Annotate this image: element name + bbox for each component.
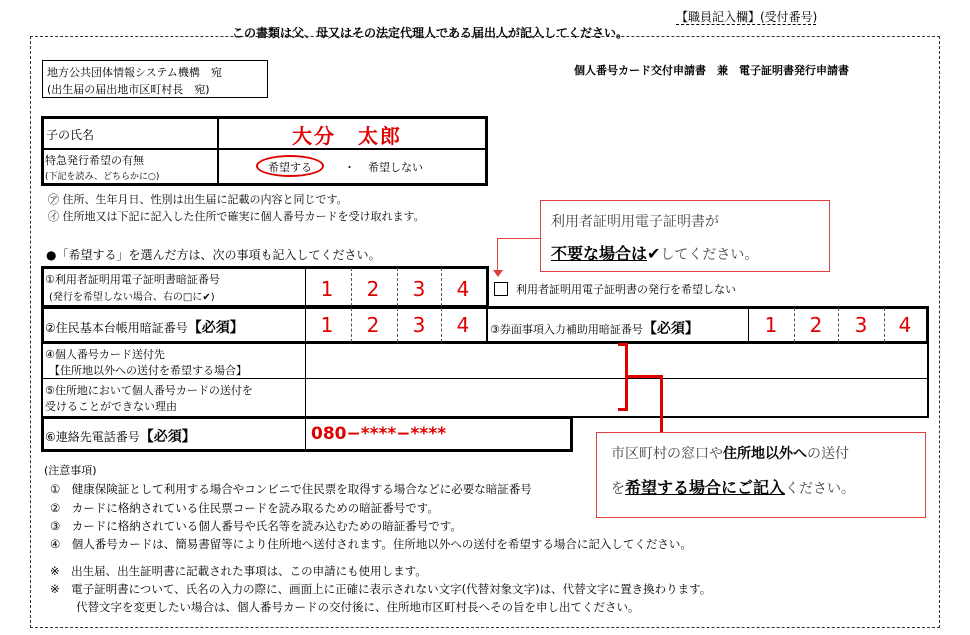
form-title: 個人番号カード交付申請書 兼 電子証明書発行申請書 xyxy=(574,64,849,77)
row3-required: 【必須】 xyxy=(642,321,699,337)
condition-b: ㋑ 住所地又は下記に記入した住所で確実に個人番号カードを受け取れます。 xyxy=(48,210,425,223)
opt-out-label: 利用者証明用電子証明書の発行を希望しない xyxy=(516,283,736,296)
check-mark-icon: ✔ xyxy=(647,244,661,263)
child-name-value[interactable]: 大分 太郎 xyxy=(292,124,402,148)
r1-digit-3[interactable]: 3 xyxy=(412,277,426,301)
opt-out-checkbox[interactable] xyxy=(494,282,508,296)
hint-bottom-l1b: 住所地以外へ xyxy=(723,446,807,462)
bracket-pointer xyxy=(660,375,663,433)
row5-sub: 受けることができない理由 xyxy=(45,400,177,413)
cell-sep xyxy=(351,308,352,342)
hint-bottom-l2a: を xyxy=(611,481,625,497)
row1-label: ①利用者証明用電子証明書暗証番号 xyxy=(45,273,220,286)
notes-title: (注意事項) xyxy=(44,464,97,477)
cell-sep xyxy=(441,308,442,342)
address-line-1: 地方公共団体情報システム機構 宛 xyxy=(47,66,222,79)
note-2: ② カードに格納されている住民票コードを読み取るための暗証番号です。 xyxy=(50,501,439,515)
arrow-head-icon xyxy=(493,270,503,277)
child-table-divider xyxy=(217,118,219,184)
hint-top-emphasis: 不要な場合は xyxy=(551,244,648,263)
hint-bottom-line2 xyxy=(611,475,855,498)
hint-callout-bottom xyxy=(596,432,926,518)
note-4: ④ 個人番号カードは、簡易書留等により住所地へ送付されます。住所地以外への送付を希望する場合に記入してください。 xyxy=(50,537,692,551)
hint-callout-top xyxy=(540,200,830,272)
note-1: ① 健康保険証として利用する場合やコンビニで住民票を取得する場合などに必要な暗証番号 xyxy=(50,482,532,496)
staff-field-underline xyxy=(676,24,816,25)
r1-digit-4[interactable]: 4 xyxy=(456,277,470,301)
phone-number-value[interactable]: 080−****−**** xyxy=(311,424,447,444)
supplement-2: ※ 電子証明書について、氏名の入力の際に、画面上に正確に表示されない文字(代替対象文字)は、代替文字に置き換わります。 xyxy=(50,582,712,596)
r1-digit-2[interactable]: 2 xyxy=(366,277,380,301)
note-3: ③ カードに格納されている個人番号や氏名等を読み込むための暗証番号です。 xyxy=(50,519,462,533)
option-yes[interactable]: 希望する xyxy=(268,161,312,174)
row2-required: 【必須】 xyxy=(187,320,244,336)
cell-sep xyxy=(884,308,885,342)
row3-label xyxy=(490,318,699,338)
cell-sep xyxy=(441,268,442,306)
r3-digit-1[interactable]: 1 xyxy=(764,313,778,337)
row4-label: ④個人番号カード送付先 xyxy=(45,348,165,361)
hint-top-tail: してください。 xyxy=(660,247,759,263)
row3-label-text: ③券面事項入力補助用暗証番号 xyxy=(490,323,643,336)
arrow-line-v xyxy=(497,238,498,272)
row5-label: ⑤住所地において個人番号カードの送付を xyxy=(45,384,253,397)
r3-digit-3[interactable]: 3 xyxy=(854,313,868,337)
delivery-reason-input[interactable] xyxy=(306,379,926,415)
r3-digit-4[interactable]: 4 xyxy=(898,313,912,337)
hint-bottom-l1c: の送付 xyxy=(807,446,849,462)
section-note: ●「希望する」を選んだ方は、次の事項も記入してください。 xyxy=(46,248,381,262)
urgent-label: 特急発行希望の有無 xyxy=(45,154,144,167)
hint-top-line1: 利用者証明用電子証明書が xyxy=(551,214,719,230)
delivery-address-input[interactable] xyxy=(306,344,926,378)
r2-digit-4[interactable]: 4 xyxy=(456,313,470,337)
supplement-3: 代替文字を変更したい場合は、個人番号カードの交付後に、住所地市区町村長へその旨を申し出てください。 xyxy=(76,600,640,614)
urgent-sub: (下記を読み、どちらかに○) xyxy=(45,172,160,182)
form-instruction: この書類は父、母又はその法定代理人である届出人が記入してください。 xyxy=(232,26,629,40)
row2-label-text: ②住民基本台帳用暗証番号 xyxy=(45,321,188,335)
bracket-connector xyxy=(627,375,663,378)
supplement-1: ※ 出生届、出生証明書に記載された事項は、この申請にも使用します。 xyxy=(50,564,427,578)
row4-sub: 【住所地以外への送付を希望する場合】 xyxy=(49,364,247,377)
r3-digit-2[interactable]: 2 xyxy=(809,313,823,337)
child-table-row-line xyxy=(43,148,486,150)
hint-top-line2 xyxy=(551,241,758,264)
row2-label xyxy=(45,317,244,337)
cell-sep xyxy=(486,308,488,342)
staff-entry-field: 【職員記入欄】(受付番号) xyxy=(676,10,818,24)
row6-required: 【必須】 xyxy=(139,429,196,445)
arrow-line-h xyxy=(497,238,540,239)
row6-label xyxy=(45,426,196,446)
r2-digit-1[interactable]: 1 xyxy=(320,313,334,337)
cell-sep xyxy=(748,308,749,342)
cell-sep xyxy=(397,308,398,342)
row1-sub: (発行を希望しない場合、右の□に✔) xyxy=(49,292,215,303)
address-line-2: (出生届の届出地市区町村長 宛) xyxy=(47,83,210,96)
option-no[interactable]: 希望しない xyxy=(368,161,423,174)
cell-sep xyxy=(838,308,839,342)
cell-sep xyxy=(794,308,795,342)
hint-bottom-line1 xyxy=(611,443,849,463)
r2-digit-3[interactable]: 3 xyxy=(412,313,426,337)
address-box xyxy=(42,60,268,98)
hint-bottom-l2b: 希望する場合にご記入 xyxy=(625,478,786,497)
hint-bottom-l2c: ください。 xyxy=(785,481,856,497)
cell-sep xyxy=(351,268,352,306)
cell-sep xyxy=(397,268,398,306)
child-name-label: 子の氏名 xyxy=(46,128,95,142)
option-separator: ・ xyxy=(344,161,355,174)
hint-bottom-l1a: 市区町村の窓口や xyxy=(611,446,723,462)
row6-label-text: ⑥連絡先電話番号 xyxy=(45,430,140,444)
r1-digit-1[interactable]: 1 xyxy=(320,277,334,301)
condition-a: ㋐ 住所、生年月日、性別は出生届に記載の内容と同じです。 xyxy=(48,193,348,206)
r2-digit-2[interactable]: 2 xyxy=(366,313,380,337)
